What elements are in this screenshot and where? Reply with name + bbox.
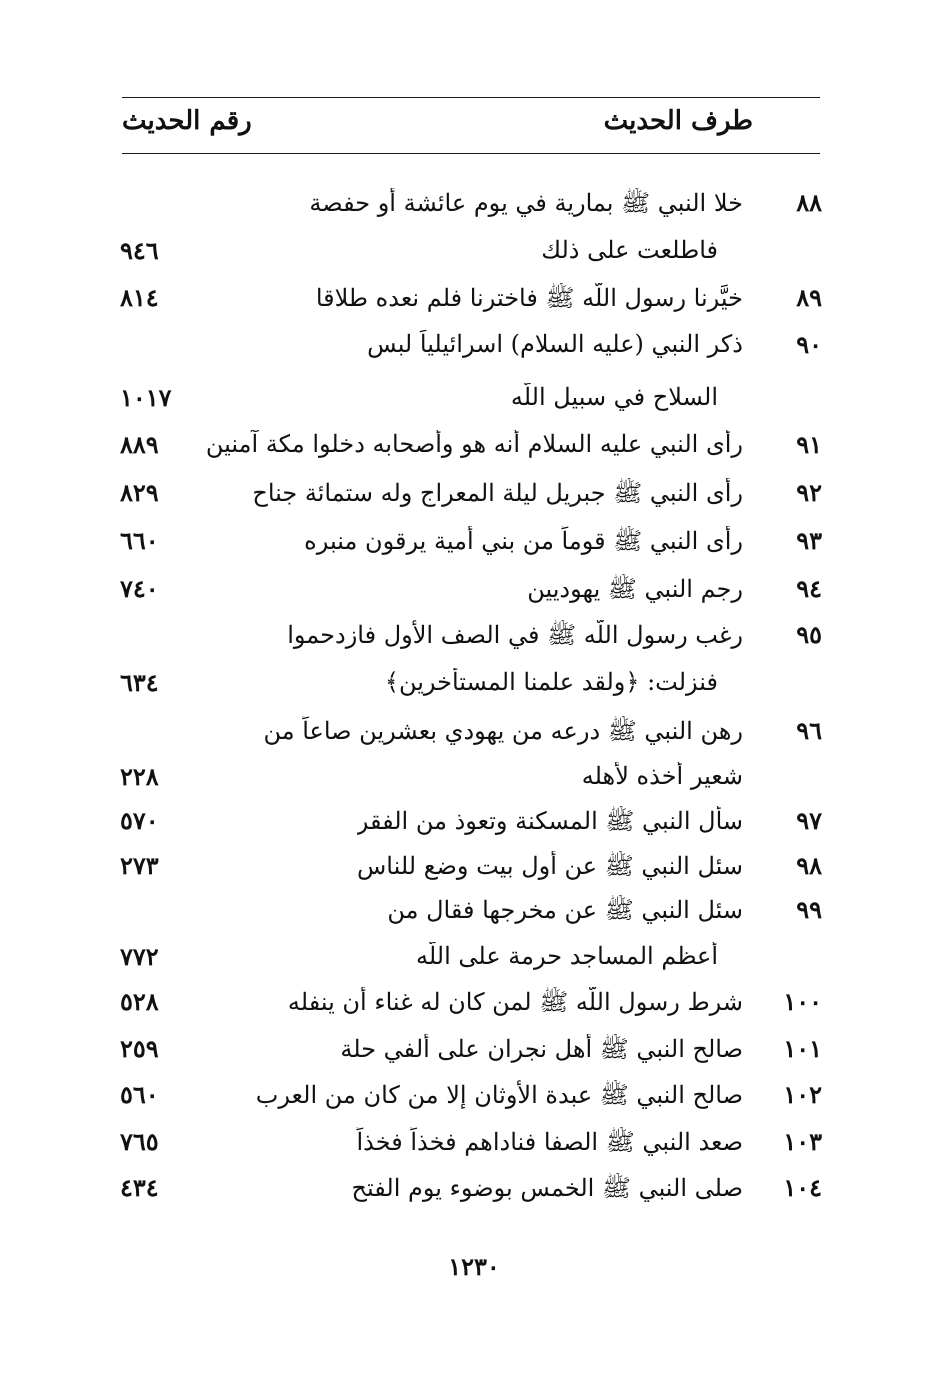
entry-number: ٨٨ bbox=[796, 188, 822, 217]
index-entry bbox=[0, 851, 948, 899]
entry-text: رجم النبي ﷺ يهوديين bbox=[527, 575, 743, 603]
entry-text: فنزلت: ﴿ولقد علمنا المستأخرين﴾ bbox=[384, 668, 718, 696]
entry-hadith-ref: ٩٤٦ bbox=[120, 236, 159, 265]
entry-text: سئل النبي ﷺ عن مخرجها فقال من bbox=[387, 896, 743, 924]
entry-text: ذكر النبي (عليه السلام) اسرائيلياً لبس bbox=[367, 330, 743, 358]
entry-text: خيَّرنا رسول اللَّه ﷺ فاخترنا فلم نعده طلاقا bbox=[315, 284, 743, 312]
index-entry bbox=[0, 716, 948, 764]
entry-number: ٩٤ bbox=[796, 574, 822, 603]
entry-hadith-ref: ٥٦٠ bbox=[120, 1080, 159, 1109]
entry-number: ٩٠ bbox=[796, 330, 822, 359]
entry-hadith-ref: ٧٧٢ bbox=[120, 942, 159, 971]
entry-hadith-ref: ٥٢٨ bbox=[120, 987, 159, 1016]
entry-hadith-ref: ٦٣٤ bbox=[120, 668, 159, 697]
index-entry bbox=[0, 478, 948, 526]
index-entry bbox=[0, 330, 948, 378]
entry-hadith-ref: ٨٨٩ bbox=[120, 430, 159, 459]
index-entry bbox=[0, 668, 948, 716]
index-entry bbox=[0, 942, 948, 990]
entry-text: رأى النبي عليه السلام أنه هو وأصحابه دخلوا مكة آمنين bbox=[205, 430, 743, 458]
index-entry bbox=[0, 236, 948, 284]
entry-number: ٩٦ bbox=[796, 716, 822, 745]
entry-text: رأى النبي ﷺ جبريل ليلة المعراج وله ستمائة جناح bbox=[252, 479, 743, 507]
entry-number: ٨٩ bbox=[796, 283, 822, 312]
index-entry bbox=[0, 987, 948, 1035]
entry-text: صعد النبي ﷺ الصفا فناداهم فخذاً فخذاً bbox=[356, 1128, 743, 1156]
entry-text: صالح النبي ﷺ عبدة الأوثان إلا من كان من العرب bbox=[255, 1081, 743, 1109]
index-entry bbox=[0, 620, 948, 668]
entry-text: صالح النبي ﷺ أهل نجران على ألفي حلة bbox=[340, 1035, 743, 1063]
index-entry bbox=[0, 762, 948, 810]
column-header-hadith-text: طرف الحديث bbox=[603, 106, 753, 136]
page-number: ١٢٣٠ bbox=[448, 1252, 500, 1281]
entry-number: ١٠٠ bbox=[783, 987, 822, 1016]
entry-hadith-ref: ٤٣٤ bbox=[120, 1173, 159, 1202]
entry-hadith-ref: ٨٢٩ bbox=[120, 478, 159, 507]
entry-hadith-ref: ٨١٤ bbox=[120, 283, 159, 312]
entry-number: ٩٢ bbox=[796, 478, 822, 507]
entry-number: ٩٨ bbox=[796, 851, 822, 880]
entry-number: ٩٥ bbox=[796, 620, 822, 649]
entry-hadith-ref: ١٠١٧ bbox=[120, 383, 172, 412]
index-entry bbox=[0, 1034, 948, 1082]
entry-number: ٩٣ bbox=[796, 526, 822, 555]
entry-text: رأى النبي ﷺ قوماً من بني أمية يرقون منبره bbox=[304, 527, 743, 555]
entry-hadith-ref: ٢٥٩ bbox=[120, 1034, 159, 1063]
index-entry bbox=[0, 1080, 948, 1128]
index-entry bbox=[0, 383, 948, 431]
entry-hadith-ref: ٧٦٥ bbox=[120, 1127, 159, 1156]
entry-text: السلاح في سبيل اللَّه bbox=[510, 383, 718, 411]
entry-hadith-ref: ٧٤٠ bbox=[120, 574, 159, 603]
entry-number: ١٠٤ bbox=[783, 1173, 822, 1202]
entry-text: رهن النبي ﷺ درعه من يهودي بعشرين صاعاً من bbox=[263, 717, 743, 745]
entry-text: سئل النبي ﷺ عن أول بيت وضع للناس bbox=[356, 852, 743, 880]
entry-number: ١٠١ bbox=[783, 1034, 822, 1063]
index-entry bbox=[0, 188, 948, 236]
entry-hadith-ref: ٦٦٠ bbox=[120, 526, 159, 555]
index-entry bbox=[0, 526, 948, 574]
entry-number: ٩٧ bbox=[796, 806, 822, 835]
entry-number: ١٠٣ bbox=[783, 1127, 822, 1156]
index-entry bbox=[0, 895, 948, 943]
column-header-hadith-number: رقم الحديث bbox=[122, 106, 252, 136]
index-entry bbox=[0, 283, 948, 331]
entry-text: أعظم المساجد حرمة على اللَّه bbox=[415, 942, 718, 970]
entry-text: صلى النبي ﷺ الخمس بوضوء يوم الفتح bbox=[351, 1174, 743, 1202]
entry-text: خلا النبي ﷺ بمارية في يوم عائشة أو حفصة bbox=[309, 189, 743, 217]
entry-hadith-ref: ٢٢٨ bbox=[120, 762, 159, 791]
index-entry bbox=[0, 1173, 948, 1221]
index-entry bbox=[0, 806, 948, 854]
entry-text: سأل النبي ﷺ المسكنة وتعوذ من الفقر bbox=[356, 807, 743, 835]
index-entry bbox=[0, 430, 948, 478]
entry-number: ٩٩ bbox=[796, 895, 822, 924]
entry-text: شعير أخذه لأهله bbox=[581, 762, 743, 790]
entry-text: فاطلعت على ذلك bbox=[541, 236, 718, 264]
entry-text: شرط رسول اللَّه ﷺ لمن كان له غناء أن ينفله bbox=[287, 988, 743, 1016]
index-entry bbox=[0, 574, 948, 622]
entry-number: ٩١ bbox=[796, 430, 822, 459]
entry-number: ١٠٢ bbox=[783, 1080, 822, 1109]
entry-text: رغب رسول اللَّه ﷺ في الصف الأول فازدحموا bbox=[287, 621, 743, 649]
entry-hadith-ref: ٥٧٠ bbox=[120, 806, 159, 835]
entry-hadith-ref: ٢٧٣ bbox=[120, 851, 159, 880]
index-entry bbox=[0, 1127, 948, 1175]
